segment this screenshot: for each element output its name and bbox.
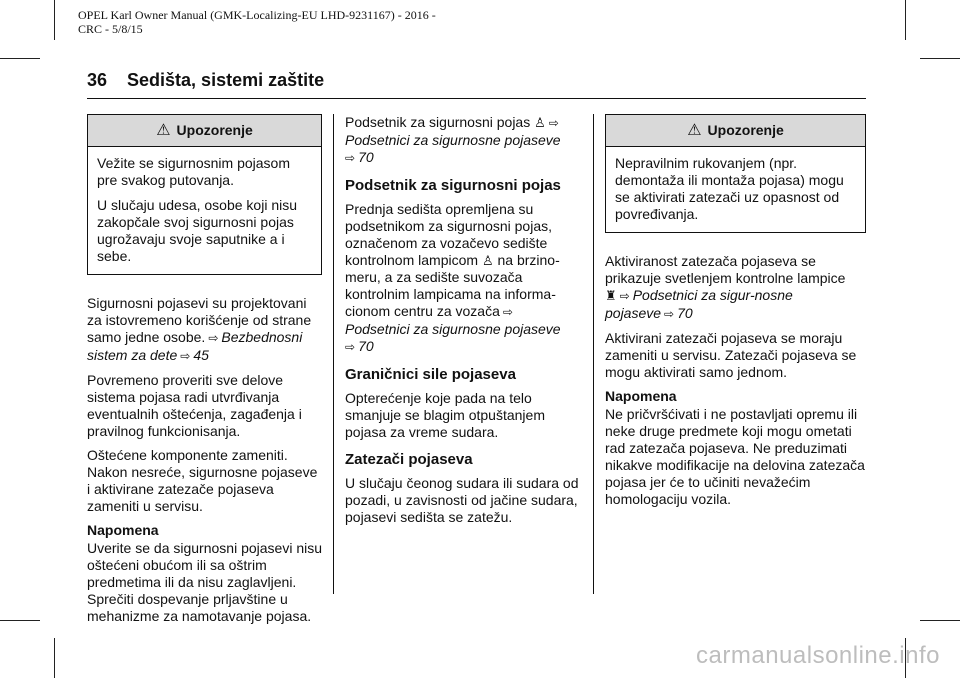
page-reference-icon: ⇨ (664, 307, 675, 321)
paragraph (345, 201, 580, 356)
warning-title: Upozorenje (176, 122, 253, 138)
airbag-pretensioner-icon: ♜ (605, 288, 617, 303)
warning-box (605, 114, 866, 233)
warning-header (606, 115, 865, 147)
cross-reference-link[interactable]: Podsetnici za sigurnosne pojaseve (345, 132, 561, 148)
paragraph-text: Aktiviranost zatezača pojaseva se prikazuje svetlenjem kontrolne lampice (605, 253, 846, 286)
warning-body (606, 147, 865, 232)
crop-mark (920, 620, 960, 621)
page-header (87, 70, 324, 91)
paragraph-text: Prednja sedišta opremljena su podsetnikom za sigurnosni pojas, označenom za vozačevo sedište kontrolnom lampicom (345, 201, 553, 268)
paragraph: Povremeno proveriti sve delove sistema pojasa radi utvrđivanja eventualnih oštećenja, zagađenja i pravilnog funkcionisanja. (87, 372, 302, 439)
meta-line-1: OPEL Karl Owner Manual (GMK-Localizing-EU LHD-9231167) - 2016 - (78, 8, 436, 22)
warning-triangle-icon: ⚠ (687, 122, 702, 139)
page-reference-icon: ⇨ (548, 116, 559, 130)
warning-box (87, 114, 322, 275)
warning-triangle-icon: ⚠ (156, 122, 171, 139)
cross-reference-page[interactable]: 70 (358, 338, 374, 354)
warning-paragraph: Vežite se sigurnosnim pojasom pre svakog putovanja. (97, 155, 290, 188)
crop-mark (905, 0, 906, 40)
cross-reference-page[interactable]: 70 (677, 305, 693, 321)
note-label: Napomena (605, 388, 677, 404)
page-reference-icon: ⇨ (345, 340, 356, 354)
note-text: Uverite se da sigurnosni pojasevi nisu oštećeni obućom ili sa oštrim predmetima ili da nisu zaglavljeni. Sprečiti dospevanje prljavštine u mehanizme za namotavanje pojasa. (87, 540, 323, 624)
page-reference-icon: ⇨ (345, 151, 356, 165)
page-reference-icon: ⇨ (502, 305, 513, 319)
column-divider (593, 114, 594, 594)
section-title: Sedišta, sistemi zaštite (127, 70, 325, 90)
crop-mark (54, 638, 55, 678)
warning-title: Upozorenje (707, 122, 784, 138)
section-heading: Podsetnik za sigurnosni pojas (345, 177, 561, 194)
section-heading: Graničnici sile pojaseva (345, 366, 516, 383)
paragraph: Opterećenje koje pada na telo smanjuje se blagim otpuštanjem pojasa za vreme sudara. (345, 390, 545, 440)
paragraph (345, 114, 580, 167)
cross-reference-link[interactable]: Podsetnici za sigurnosne pojaseve (345, 321, 561, 337)
page-reference-icon: ⇨ (180, 349, 191, 363)
crop-mark (0, 58, 40, 59)
section-heading: Zatezači pojaseva (345, 451, 473, 468)
column-1 (87, 114, 322, 632)
note-text: Ne pričvršćivati i ne postavljati opremu ili neke druge predmete koji mogu ometati rad zatezača pojaseva. Ne preduzimati nikakve modifikacije na delovina zatezača pojasa jer će to učiniti nevažećim homologaciju vozila. (605, 406, 865, 507)
warning-paragraph: U slučaju udesa, osobe koji nisu zakopčale svoj sigurnosni pojas ugrožavaju svoje saputnike a i sebe. (97, 197, 298, 264)
paragraph-text: Podsetnik za sigurnosni pojas (345, 114, 531, 130)
crop-mark (54, 0, 55, 40)
column-divider (333, 114, 334, 594)
seatbelt-reminder-icon: ♙ (534, 115, 546, 130)
document-meta (78, 8, 436, 36)
cross-reference-link[interactable]: Bezbednosni sistem za dete (87, 329, 303, 363)
warning-paragraph: Nepravilnim rukovanjem (npr. demontaža ili montaža pojasa) mogu se aktivirati zatezači uz opasnost od povređivanja. (615, 155, 844, 222)
paragraph (605, 253, 866, 323)
paragraph: Aktivirani zatezači pojaseva se moraju zameniti u servisu. Zatezači pojaseva se mogu aktivirati samo jednom. (605, 330, 857, 380)
seatbelt-reminder-icon: ♙ (481, 253, 494, 268)
meta-line-2: CRC - 5/8/15 (78, 22, 143, 36)
page-number: 36 (87, 70, 108, 90)
cross-reference-page[interactable]: 70 (358, 149, 374, 165)
paragraph (87, 295, 322, 365)
note-label: Napomena (87, 522, 159, 538)
column-3 (605, 114, 866, 515)
page-reference-icon: ⇨ (619, 289, 630, 303)
header-rule (87, 98, 866, 99)
warning-body (88, 147, 321, 274)
warning-header (88, 115, 321, 147)
paragraph-text: Sigurnosni pojasevi su projektovani za istovremeno korišćenje od strane samo jedne osobe. (87, 295, 312, 345)
paragraph: U slučaju čeonog sudara ili sudara od pozadi, u zavisnosti od jačine sudara, pojasevi sedišta se zatežu. (345, 475, 579, 525)
column-2 (345, 114, 580, 533)
crop-mark (920, 58, 960, 59)
cross-reference-page[interactable]: 45 (193, 347, 209, 363)
paragraph: Oštećene komponente zameniti. Nakon nesreće, sigurnosne pojaseve i aktivirane zatezače pojaseva zameniti u servisu. (87, 447, 318, 514)
paragraph-text: na brzino-meru, a za sedište suvozača kontrolnim lampicama na informa-cionom centru za vozača (345, 252, 560, 319)
crop-mark (0, 620, 40, 621)
cross-reference-link[interactable]: Podsetnici za sigur-nosne pojaseve (605, 287, 793, 321)
watermark: carmanualsonline.info (696, 642, 940, 669)
page-reference-icon: ⇨ (208, 331, 219, 345)
